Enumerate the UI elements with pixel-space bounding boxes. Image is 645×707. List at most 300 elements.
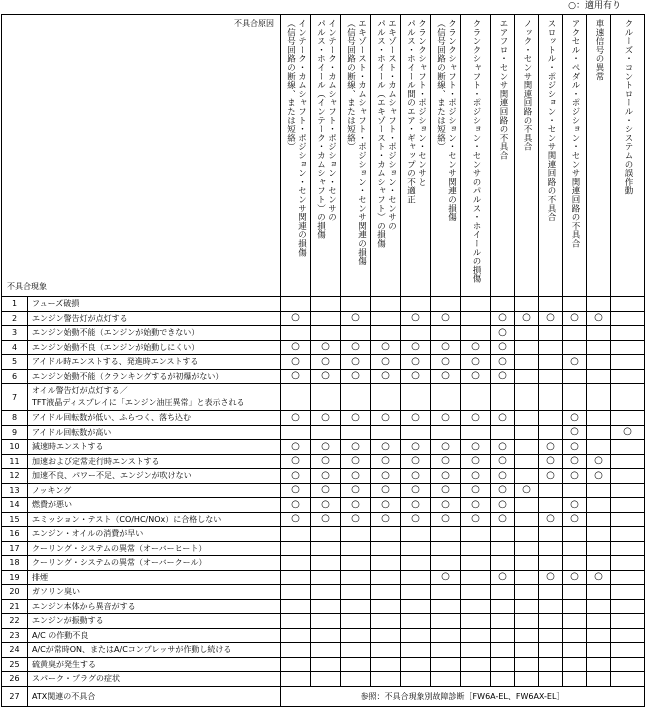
applicable-mark: ○ bbox=[515, 311, 539, 326]
table-row bbox=[2, 599, 645, 614]
empty-cell bbox=[341, 672, 371, 687]
empty-cell bbox=[461, 585, 491, 600]
empty-cell bbox=[587, 355, 611, 370]
symptom-cell: フューズ破損 bbox=[28, 297, 281, 312]
empty-cell bbox=[587, 599, 611, 614]
header-row bbox=[2, 15, 645, 297]
empty-cell bbox=[587, 628, 611, 643]
row-number: 12 bbox=[2, 469, 28, 484]
empty-cell bbox=[311, 672, 341, 687]
applicable-mark: ○ bbox=[461, 512, 491, 527]
column-header-text: スロットル・ポジション・センサ関連回路の不具合 bbox=[546, 19, 556, 222]
applicable-mark: ○ bbox=[281, 311, 311, 326]
empty-cell bbox=[461, 599, 491, 614]
table-row bbox=[2, 570, 645, 585]
column-header-text: エキゾースト・カムシャフト・ポジション・センサの パルス・ホイール（エキゾースト・カムシャフト）の損傷 bbox=[375, 19, 397, 248]
empty-cell bbox=[587, 614, 611, 629]
symptom-cell: 加速不良、パワー不足、エンジンが吹けない bbox=[28, 469, 281, 484]
empty-cell bbox=[539, 672, 563, 687]
table-row bbox=[2, 311, 645, 326]
table-row bbox=[2, 440, 645, 455]
applicable-mark: ○ bbox=[371, 454, 401, 469]
applicable-mark: ○ bbox=[281, 355, 311, 370]
empty-cell bbox=[515, 498, 539, 513]
empty-cell bbox=[587, 657, 611, 672]
empty-cell bbox=[281, 326, 311, 341]
empty-cell bbox=[611, 483, 645, 498]
empty-cell bbox=[587, 340, 611, 355]
applicable-mark: ○ bbox=[281, 369, 311, 384]
empty-cell bbox=[563, 541, 587, 556]
row-number: 26 bbox=[2, 672, 28, 687]
applicable-mark: ○ bbox=[401, 498, 431, 513]
symptom-cell: クーリング・システムの異常（オーバークール） bbox=[28, 556, 281, 571]
applicable-mark: ○ bbox=[371, 498, 401, 513]
empty-cell bbox=[491, 384, 515, 411]
empty-cell bbox=[587, 541, 611, 556]
empty-cell bbox=[611, 599, 645, 614]
empty-cell bbox=[563, 369, 587, 384]
empty-cell bbox=[611, 527, 645, 542]
empty-cell bbox=[587, 369, 611, 384]
table-body bbox=[2, 297, 645, 707]
empty-cell bbox=[401, 585, 431, 600]
empty-cell bbox=[311, 657, 341, 672]
column-header-text: エキゾースト・カムシャフト・ポジション・センサ関連の損傷 （信号回路の断線、または短絡） bbox=[345, 19, 367, 266]
empty-cell bbox=[371, 297, 401, 312]
symptom-label: 不具合現象 bbox=[7, 282, 47, 291]
applicable-mark: ○ bbox=[563, 570, 587, 585]
empty-cell bbox=[611, 672, 645, 687]
column-header bbox=[281, 15, 311, 297]
symptom-cell: エンジン始動不能（クランキングするが初爆がない） bbox=[28, 369, 281, 384]
column-header-text: クランクシャフト・ポジション・センサのパルス・ホイールの損傷 bbox=[471, 19, 481, 283]
applicable-mark: ○ bbox=[491, 469, 515, 484]
applicable-mark: ○ bbox=[431, 340, 461, 355]
applicable-mark: ○ bbox=[341, 454, 371, 469]
empty-cell bbox=[461, 541, 491, 556]
empty-cell bbox=[611, 469, 645, 484]
symptom-cell: 燃費が悪い bbox=[28, 498, 281, 513]
empty-cell bbox=[341, 326, 371, 341]
empty-cell bbox=[341, 425, 371, 440]
empty-cell bbox=[401, 614, 431, 629]
column-header-text: インテーク・カムシャフト・ポジション・センサ関連の損傷 （信号回路の断線、または短絡） bbox=[285, 19, 307, 257]
empty-cell bbox=[491, 643, 515, 658]
symptom-cell: スパーク・プラグの症状 bbox=[28, 672, 281, 687]
empty-cell bbox=[281, 657, 311, 672]
applicable-mark: ○ bbox=[563, 425, 587, 440]
row-number: 7 bbox=[2, 384, 28, 411]
empty-cell bbox=[611, 340, 645, 355]
row-number: 24 bbox=[2, 643, 28, 658]
empty-cell bbox=[431, 384, 461, 411]
empty-cell bbox=[341, 599, 371, 614]
column-header-text: クランクシャフト・ポジション・センサ関連の損傷 （信号回路の断線、または短絡） bbox=[435, 19, 457, 222]
empty-cell bbox=[311, 585, 341, 600]
symptom-cell: ガソリン臭い bbox=[28, 585, 281, 600]
empty-cell bbox=[539, 498, 563, 513]
empty-cell bbox=[311, 541, 341, 556]
row-number: 20 bbox=[2, 585, 28, 600]
applicable-mark: ○ bbox=[461, 411, 491, 426]
applicable-mark: ○ bbox=[341, 512, 371, 527]
empty-cell bbox=[587, 556, 611, 571]
corner-cell bbox=[2, 15, 281, 297]
table-row bbox=[2, 326, 645, 341]
empty-cell bbox=[611, 411, 645, 426]
row-number: 5 bbox=[2, 355, 28, 370]
empty-cell bbox=[539, 297, 563, 312]
empty-cell bbox=[281, 643, 311, 658]
applicable-mark: ○ bbox=[431, 311, 461, 326]
empty-cell bbox=[563, 527, 587, 542]
applicable-mark: ○ bbox=[611, 425, 645, 440]
empty-cell bbox=[401, 527, 431, 542]
symptom-cell: エンジン始動不能（エンジンが始動できない） bbox=[28, 326, 281, 341]
empty-cell bbox=[281, 628, 311, 643]
table-row bbox=[2, 297, 645, 312]
table-row bbox=[2, 340, 645, 355]
empty-cell bbox=[341, 570, 371, 585]
empty-cell bbox=[563, 657, 587, 672]
empty-cell bbox=[491, 614, 515, 629]
table-row bbox=[2, 498, 645, 513]
empty-cell bbox=[371, 614, 401, 629]
applicable-mark: ○ bbox=[371, 512, 401, 527]
empty-cell bbox=[563, 585, 587, 600]
applicable-mark: ○ bbox=[461, 440, 491, 455]
empty-cell bbox=[611, 570, 645, 585]
symptom-cell: エンジン・オイルの消費が早い bbox=[28, 527, 281, 542]
row-number: 27 bbox=[2, 686, 28, 706]
empty-cell bbox=[611, 297, 645, 312]
symptom-cell: エンジンが振動する bbox=[28, 614, 281, 629]
applicable-mark: ○ bbox=[431, 440, 461, 455]
applicable-mark: ○ bbox=[371, 369, 401, 384]
applicable-mark: ○ bbox=[491, 326, 515, 341]
applicable-mark: ○ bbox=[461, 454, 491, 469]
column-header bbox=[515, 15, 539, 297]
empty-cell bbox=[539, 355, 563, 370]
applicable-mark: ○ bbox=[281, 498, 311, 513]
empty-cell bbox=[611, 326, 645, 341]
applicable-mark: ○ bbox=[401, 355, 431, 370]
applicable-mark: ○ bbox=[431, 369, 461, 384]
empty-cell bbox=[281, 556, 311, 571]
empty-cell bbox=[611, 355, 645, 370]
applicable-mark: ○ bbox=[587, 469, 611, 484]
empty-cell bbox=[491, 541, 515, 556]
empty-cell bbox=[587, 643, 611, 658]
empty-cell bbox=[281, 614, 311, 629]
empty-cell bbox=[371, 527, 401, 542]
column-header bbox=[491, 15, 515, 297]
empty-cell bbox=[491, 425, 515, 440]
empty-cell bbox=[461, 672, 491, 687]
empty-cell bbox=[611, 614, 645, 629]
empty-cell bbox=[587, 498, 611, 513]
applicable-mark: ○ bbox=[281, 469, 311, 484]
applicable-mark: ○ bbox=[281, 440, 311, 455]
empty-cell bbox=[539, 483, 563, 498]
empty-cell bbox=[461, 326, 491, 341]
empty-cell bbox=[587, 297, 611, 312]
applicable-mark: ○ bbox=[341, 411, 371, 426]
empty-cell bbox=[371, 326, 401, 341]
empty-cell bbox=[563, 614, 587, 629]
empty-cell bbox=[431, 297, 461, 312]
applicable-mark: ○ bbox=[563, 411, 587, 426]
empty-cell bbox=[401, 628, 431, 643]
applicable-mark: ○ bbox=[431, 512, 461, 527]
empty-cell bbox=[401, 384, 431, 411]
applicable-mark: ○ bbox=[401, 411, 431, 426]
applicable-mark: ○ bbox=[341, 369, 371, 384]
empty-cell bbox=[311, 425, 341, 440]
row-number: 22 bbox=[2, 614, 28, 629]
applicable-mark: ○ bbox=[341, 355, 371, 370]
empty-cell bbox=[401, 541, 431, 556]
applicable-mark: ○ bbox=[401, 483, 431, 498]
empty-cell bbox=[461, 425, 491, 440]
empty-cell bbox=[563, 483, 587, 498]
empty-cell bbox=[515, 340, 539, 355]
empty-cell bbox=[371, 657, 401, 672]
table-row bbox=[2, 686, 645, 706]
applicable-mark: ○ bbox=[491, 355, 515, 370]
empty-cell bbox=[491, 657, 515, 672]
empty-cell bbox=[563, 672, 587, 687]
empty-cell bbox=[371, 599, 401, 614]
applicable-mark: ○ bbox=[515, 483, 539, 498]
empty-cell bbox=[539, 326, 563, 341]
empty-cell bbox=[611, 585, 645, 600]
applicable-mark: ○ bbox=[491, 311, 515, 326]
empty-cell bbox=[341, 614, 371, 629]
applicable-mark: ○ bbox=[311, 440, 341, 455]
row-number: 1 bbox=[2, 297, 28, 312]
empty-cell bbox=[341, 643, 371, 658]
applicable-mark: ○ bbox=[461, 355, 491, 370]
empty-cell bbox=[431, 527, 461, 542]
symptom-cell: オイル警告灯が点灯する／ TFT液晶ディスプレイに「エンジン油圧異常」と表示される bbox=[28, 384, 281, 411]
empty-cell bbox=[611, 384, 645, 411]
symptom-cell: ノッキング bbox=[28, 483, 281, 498]
empty-cell bbox=[611, 498, 645, 513]
row-number: 11 bbox=[2, 454, 28, 469]
empty-cell bbox=[341, 384, 371, 411]
empty-cell bbox=[587, 585, 611, 600]
column-header bbox=[461, 15, 491, 297]
empty-cell bbox=[281, 585, 311, 600]
empty-cell bbox=[281, 672, 311, 687]
empty-cell bbox=[341, 585, 371, 600]
symptom-cell: A/C の作動不良 bbox=[28, 628, 281, 643]
empty-cell bbox=[491, 527, 515, 542]
applicable-mark: ○ bbox=[371, 411, 401, 426]
table-row bbox=[2, 628, 645, 643]
empty-cell bbox=[515, 527, 539, 542]
empty-cell bbox=[401, 326, 431, 341]
empty-cell bbox=[461, 657, 491, 672]
empty-cell bbox=[311, 643, 341, 658]
empty-cell bbox=[539, 527, 563, 542]
applicable-mark: ○ bbox=[491, 440, 515, 455]
table-row bbox=[2, 425, 645, 440]
column-header-text: クルーズ・コントロール・システムの誤作動 bbox=[623, 19, 633, 195]
empty-cell bbox=[311, 570, 341, 585]
applicable-mark: ○ bbox=[587, 454, 611, 469]
applicable-mark: ○ bbox=[341, 440, 371, 455]
applicable-mark: ○ bbox=[401, 469, 431, 484]
empty-cell bbox=[611, 643, 645, 658]
symptom-cell: A/Cが常時ON、またはA/Cコンプレッサが作動し続ける bbox=[28, 643, 281, 658]
applicable-mark: ○ bbox=[401, 340, 431, 355]
empty-cell bbox=[515, 643, 539, 658]
applicable-mark: ○ bbox=[563, 469, 587, 484]
symptom-cell: エンジン警告灯が点灯する bbox=[28, 311, 281, 326]
column-header bbox=[563, 15, 587, 297]
empty-cell bbox=[563, 556, 587, 571]
applicable-mark: ○ bbox=[461, 369, 491, 384]
row-number: 14 bbox=[2, 498, 28, 513]
empty-cell bbox=[587, 672, 611, 687]
applicable-mark: ○ bbox=[563, 440, 587, 455]
applicable-mark: ○ bbox=[311, 355, 341, 370]
empty-cell bbox=[311, 628, 341, 643]
empty-cell bbox=[491, 672, 515, 687]
column-header-text: 車速信号の異常 bbox=[594, 19, 604, 81]
empty-cell bbox=[515, 672, 539, 687]
empty-cell bbox=[371, 585, 401, 600]
empty-cell bbox=[611, 440, 645, 455]
empty-cell bbox=[371, 628, 401, 643]
empty-cell bbox=[491, 556, 515, 571]
empty-cell bbox=[515, 440, 539, 455]
empty-cell bbox=[401, 672, 431, 687]
applicable-mark: ○ bbox=[461, 469, 491, 484]
empty-cell bbox=[461, 628, 491, 643]
empty-cell bbox=[539, 425, 563, 440]
empty-cell bbox=[611, 556, 645, 571]
applicable-mark: ○ bbox=[401, 454, 431, 469]
diagonal-divider bbox=[2, 15, 280, 296]
table-row bbox=[2, 672, 645, 687]
column-header-text: アクセル・ペダル・ポジション・センサ関連回路の不具合 bbox=[570, 19, 580, 248]
empty-cell bbox=[401, 425, 431, 440]
empty-cell bbox=[515, 369, 539, 384]
empty-cell bbox=[461, 384, 491, 411]
symptom-cell: エンジン始動不良（エンジンが始動しにくい） bbox=[28, 340, 281, 355]
applicable-mark: ○ bbox=[491, 570, 515, 585]
column-header-text: ノック・センサ関連回路の不具合 bbox=[522, 19, 532, 151]
empty-cell bbox=[431, 614, 461, 629]
empty-cell bbox=[611, 369, 645, 384]
empty-cell bbox=[563, 643, 587, 658]
empty-cell bbox=[431, 541, 461, 556]
empty-cell bbox=[401, 599, 431, 614]
empty-cell bbox=[461, 527, 491, 542]
applicable-mark: ○ bbox=[281, 340, 311, 355]
applicable-mark: ○ bbox=[563, 512, 587, 527]
empty-cell bbox=[539, 599, 563, 614]
empty-cell bbox=[341, 556, 371, 571]
applicable-mark: ○ bbox=[281, 483, 311, 498]
table-row bbox=[2, 614, 645, 629]
empty-cell bbox=[587, 411, 611, 426]
row-number: 2 bbox=[2, 311, 28, 326]
column-header bbox=[371, 15, 401, 297]
applicable-mark: ○ bbox=[371, 340, 401, 355]
empty-cell bbox=[461, 570, 491, 585]
empty-cell bbox=[563, 326, 587, 341]
applicable-mark: ○ bbox=[539, 311, 563, 326]
empty-cell bbox=[401, 643, 431, 658]
empty-cell bbox=[431, 672, 461, 687]
column-header bbox=[341, 15, 371, 297]
empty-cell bbox=[311, 556, 341, 571]
empty-cell bbox=[563, 599, 587, 614]
empty-cell bbox=[371, 425, 401, 440]
applicable-mark: ○ bbox=[539, 440, 563, 455]
empty-cell bbox=[491, 297, 515, 312]
empty-cell bbox=[431, 425, 461, 440]
applicable-mark: ○ bbox=[431, 355, 461, 370]
applicable-mark: ○ bbox=[539, 512, 563, 527]
applicable-mark: ○ bbox=[587, 570, 611, 585]
row-number: 18 bbox=[2, 556, 28, 571]
applicable-mark: ○ bbox=[371, 483, 401, 498]
row-number: 23 bbox=[2, 628, 28, 643]
table-row bbox=[2, 556, 645, 571]
empty-cell bbox=[311, 326, 341, 341]
empty-cell bbox=[431, 643, 461, 658]
reference-note: 参照：不具合現象別故障診断［FW6A-EL、FW6AX-EL］ bbox=[281, 686, 645, 706]
cause-label: 不具合原因 bbox=[234, 19, 274, 28]
applicable-mark: ○ bbox=[491, 512, 515, 527]
column-header bbox=[311, 15, 341, 297]
column-header-text: インテーク・カムシャフト・ポジション・センサの パルス・ホイール（インテーク・カムシャフト）の損傷 bbox=[315, 19, 337, 239]
empty-cell bbox=[431, 628, 461, 643]
diagnosis-table bbox=[1, 14, 645, 707]
empty-cell bbox=[539, 411, 563, 426]
empty-cell bbox=[371, 384, 401, 411]
table-row bbox=[2, 541, 645, 556]
empty-cell bbox=[587, 440, 611, 455]
applicable-mark: ○ bbox=[311, 369, 341, 384]
empty-cell bbox=[281, 570, 311, 585]
empty-cell bbox=[311, 311, 341, 326]
empty-cell bbox=[587, 512, 611, 527]
applicable-mark: ○ bbox=[311, 411, 341, 426]
applicable-mark: ○ bbox=[431, 570, 461, 585]
empty-cell bbox=[371, 643, 401, 658]
empty-cell bbox=[431, 326, 461, 341]
applicable-mark: ○ bbox=[341, 340, 371, 355]
applicable-mark: ○ bbox=[311, 469, 341, 484]
empty-cell bbox=[401, 297, 431, 312]
table-row bbox=[2, 657, 645, 672]
row-number: 21 bbox=[2, 599, 28, 614]
table-row bbox=[2, 369, 645, 384]
symptom-cell: 減速時エンストする bbox=[28, 440, 281, 455]
applicable-mark: ○ bbox=[281, 512, 311, 527]
empty-cell bbox=[563, 628, 587, 643]
empty-cell bbox=[311, 599, 341, 614]
empty-cell bbox=[371, 672, 401, 687]
empty-cell bbox=[515, 326, 539, 341]
